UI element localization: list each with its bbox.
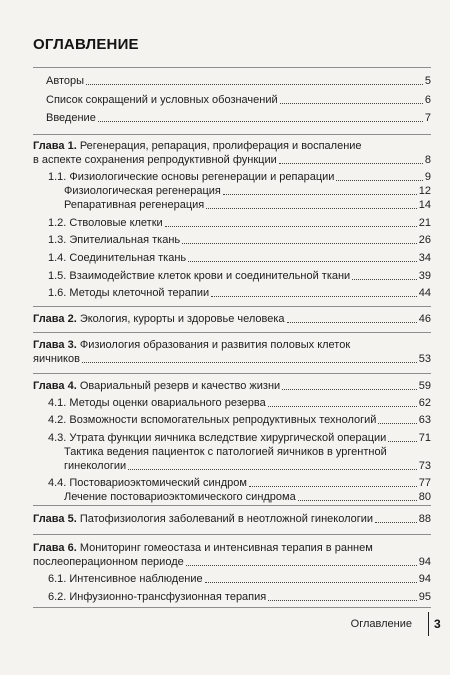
dot-leader <box>186 565 417 566</box>
dot-leader <box>298 500 417 501</box>
toc-entry[interactable]: в аспекте сохранения репродуктивной функции 8 <box>33 154 431 166</box>
divider <box>33 67 431 68</box>
toc-entry[interactable]: 1.6. Методы клеточной терапии 44 <box>48 287 431 299</box>
toc-entry[interactable]: Авторы 5 <box>46 75 431 87</box>
divider <box>33 505 431 506</box>
toc-entry[interactable]: послеоперационном периоде 94 <box>33 556 431 568</box>
toc-entry[interactable]: 1.4. Соединительная ткань 34 <box>48 252 431 264</box>
dot-leader <box>287 322 417 323</box>
toc-entry[interactable]: 1.3. Эпителиальная ткань 26 <box>48 234 431 246</box>
toc-entry[interactable]: Репаративная регенерация 14 <box>64 199 431 211</box>
divider <box>33 373 431 374</box>
toc-entry[interactable]: 4.2. Возможности вспомогательных репродуктивных технологий 63 <box>48 414 431 426</box>
dot-leader <box>268 600 417 601</box>
toc-chapter-line[interactable]: Глава 3. Физиология образования и развития половых клеток <box>33 339 351 351</box>
dot-leader <box>82 362 417 363</box>
divider <box>33 534 431 535</box>
dot-leader <box>223 194 417 195</box>
dot-leader <box>280 103 423 104</box>
toc-chapter-line[interactable]: Глава 1. Регенерация, репарация, пролиферация и воспаление <box>33 140 362 152</box>
dot-leader <box>378 423 416 424</box>
dot-leader <box>165 226 417 227</box>
dot-leader <box>182 243 417 244</box>
divider <box>33 134 431 135</box>
toc-entry[interactable]: 4.1. Методы оценки овариального резерва 62 <box>48 397 431 409</box>
toc-entry[interactable]: Глава 4. Овариальный резерв и качество жизни 59 <box>33 380 431 392</box>
toc-entry[interactable]: гинекологии 73 <box>64 460 431 472</box>
toc-entry[interactable]: 4.4. Постовариоэктомический синдром 77 <box>48 477 431 489</box>
toc-entry[interactable]: 1.1. Физиологические основы регенерации и репарации 9 <box>48 171 431 183</box>
toc-entry[interactable]: 4.3. Утрата функции яичника вследствие хирургической операции 71 <box>48 432 431 444</box>
running-footer-label: Оглавление <box>350 618 412 630</box>
dot-leader <box>128 469 417 470</box>
dot-leader <box>282 389 417 390</box>
dot-leader <box>206 208 417 209</box>
toc-entry[interactable]: Введение 7 <box>46 112 431 124</box>
toc-entry[interactable]: Лечение постовариоэктомического синдрома 80 <box>64 491 431 503</box>
divider <box>33 306 431 307</box>
toc-entry[interactable]: 1.5. Взаимодействие клеток крови и соединительной ткани 39 <box>48 270 431 282</box>
dot-leader <box>98 121 423 122</box>
dot-leader <box>279 163 423 164</box>
toc-entry[interactable]: Список сокращений и условных обозначений 6 <box>46 94 431 106</box>
dot-leader <box>336 180 422 181</box>
footer-divider <box>428 612 429 636</box>
page-title: ОГЛАВЛЕНИЕ <box>33 36 139 53</box>
dot-leader <box>268 406 417 407</box>
dot-leader <box>211 296 417 297</box>
dot-leader <box>352 279 417 280</box>
dot-leader <box>388 441 416 442</box>
dot-leader <box>188 261 417 262</box>
dot-leader <box>249 486 417 487</box>
dot-leader <box>86 84 423 85</box>
toc-entry[interactable]: 6.2. Инфузионно-трансфузионная терапия 95 <box>48 591 431 603</box>
toc-chapter-line[interactable]: Глава 6. Мониторинг гомеостаза и интенсивная терапия в раннем <box>33 542 373 554</box>
page-number: 3 <box>434 617 441 631</box>
toc-entry[interactable]: 1.2. Стволовые клетки 21 <box>48 217 431 229</box>
toc-entry[interactable]: Глава 5. Патофизиология заболеваний в неотложной гинекологии 88 <box>33 513 431 525</box>
toc-section-line[interactable]: Тактика ведения пациенток с патологией яичников в ургентной <box>64 446 387 458</box>
dot-leader <box>375 522 417 523</box>
toc-entry[interactable]: Глава 2. Экология, курорты и здоровье человека 46 <box>33 313 431 325</box>
divider <box>33 607 431 608</box>
toc-entry[interactable]: Физиологическая регенерация 12 <box>64 185 431 197</box>
divider <box>33 332 431 333</box>
toc-entry[interactable]: 6.1. Интенсивное наблюдение 94 <box>48 573 431 585</box>
toc-entry[interactable]: яичников 53 <box>33 353 431 365</box>
dot-leader <box>205 582 417 583</box>
